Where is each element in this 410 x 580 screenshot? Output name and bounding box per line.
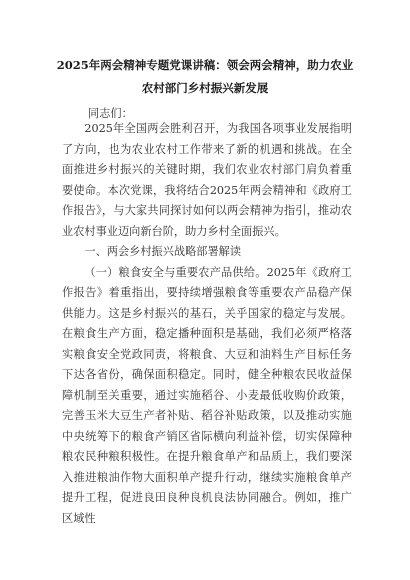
body-paragraph: 2025年全国两会胜利召开，为我国各项事业发展指明了方向，也为农业农村工作带来了新的机遇和挑战。在全面推进乡村振兴的关键时期，我们农业农村部门肩负着重要使命。本次党课，我将结合2025年两会精神和《政府工作报告》，与大家共同探讨如何以两会精神为指引，推动农业农村事业迈向新台阶，助力乡村全面振兴。 <box>62 122 352 238</box>
document-body <box>62 119 352 529</box>
section-paragraph: （一）粮食安全与重要农产品供给。2025年《政府工作报告》着重指出，要持续增强粮食等重要农产品稳产保供能力。这是乡村振兴的基石，关乎国家的稳定与发展。在粮食生产方面，稳定播种面积是基础，我们必须严格落实粮食安全党政同责，将粮食、大豆和油料生产目标任务下达各省份，确保面积稳定。同时，健全种粮农民收益保障机制至关重要，通过实施稻谷、小麦最低收购价政策，完善玉米大豆生产者补贴、稻谷补贴政策，以及推动实施中央统筹下的粮食产销区省际横向利益补偿，切实保障种粮农民种粮积极性。在提升粮食单产和品质上，我们要深入推进粮油作物大面积单产提升行动，继续实施粮食单产提升工程，促进良田良种良机良法协同融合。例如，推广区域性 <box>62 265 352 525</box>
document-title-line-2: 农村部门乡村振兴新发展 <box>141 81 269 95</box>
salutation: 同志们： <box>88 107 133 120</box>
document-title-line-1: 2025年两会精神专题党课讲稿：领会两会精神，助力农业 <box>56 58 354 72</box>
section-heading: 一、两会乡村振兴战略部署解读 <box>84 245 242 258</box>
